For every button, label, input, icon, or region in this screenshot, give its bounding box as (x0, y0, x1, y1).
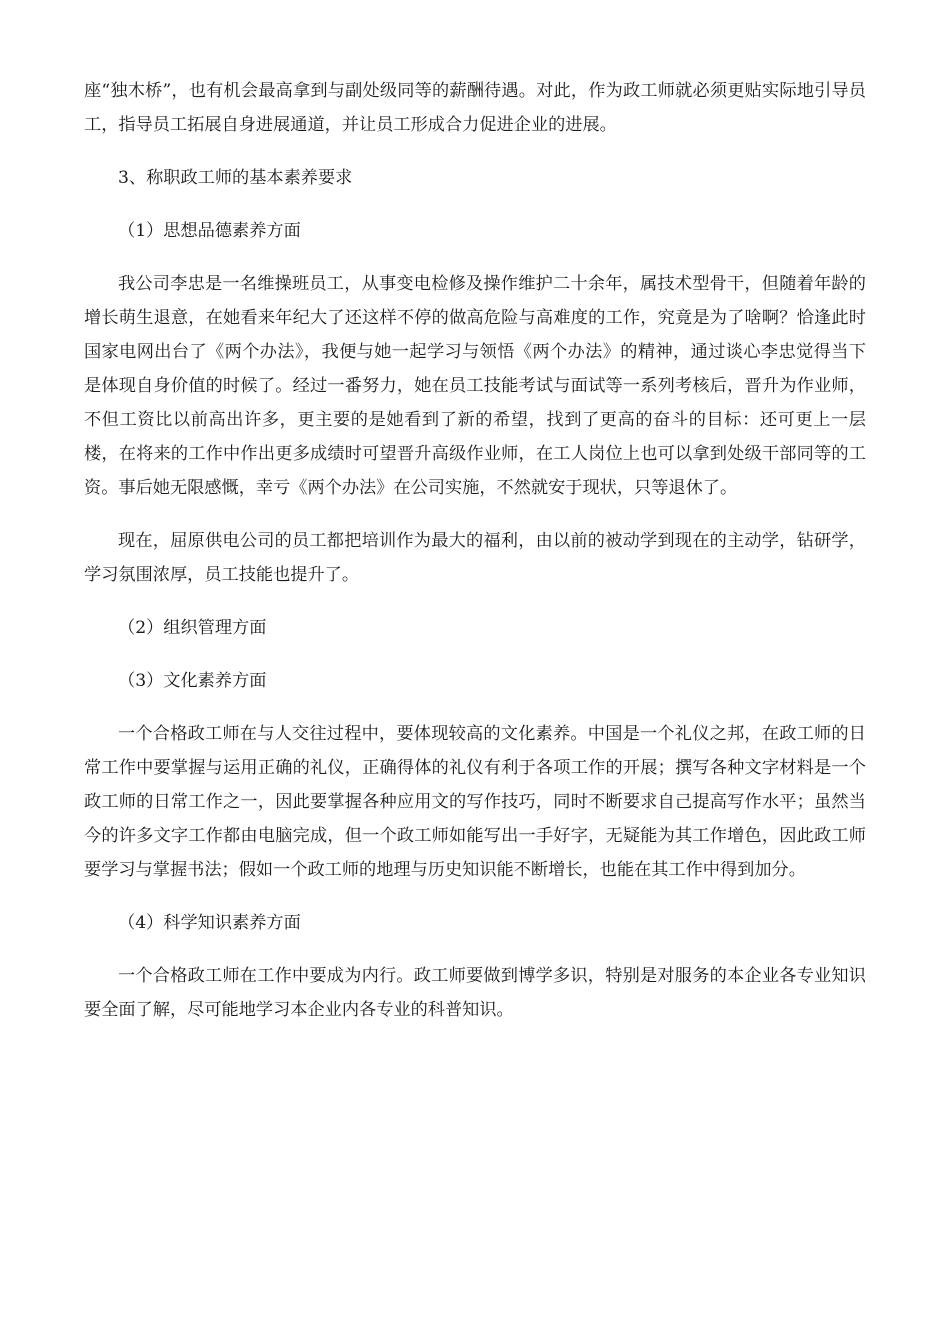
paragraph-scientific-knowledge: 一个合格政工师在工作中要成为内行。政工师要做到博学多识，特别是对服务的本企业各专业知识要全面了解，尽可能地学习本企业内各专业的科普知识。 (84, 966, 866, 1020)
section-heading-basic-qualities: 3、称职政工师的基本素养要求 (118, 168, 353, 188)
sub-heading-moral-quality: （1）思想品德素养方面 (118, 221, 301, 241)
sub-heading-cultural-quality: （3）文化素养方面 (118, 671, 267, 691)
paragraph-training-welfare: 现在，屈原供电公司的员工都把培训作为最大的福利，由以前的被动学到现在的主动学，钻研学，学习氛围浓厚，员工技能也提升了。 (84, 531, 866, 585)
paragraph-salary-channel: 座“独木桥”，也有机会最高拿到与副处级同等的薪酬待遇。对此，作为政工师就必须更贴实际地引导员工，指导员工拓展自身进展通道，并让员工形成合力促进企业的进展。 (84, 81, 866, 135)
sub-heading-organization-management: （2）组织管理方面 (118, 618, 267, 638)
paragraph-li-zhong-story: 我公司李忠是一名维操班员工，从事变电检修及操作维护二十余年，属技术型骨干，但随着年龄的增长萌生退意，在她看来年纪大了还这样不停的做高危险与高难度的工作，究竟是为了啥啊？恰逢此时国家电网出台了《两个办法》，我便与她一起学习与领悟《两个办法》的精神，通过谈心李忠觉得当下是体现自身价值的时候了。经过一番努力，她在员工技能考试与面试等一系列考核后，晋升为作业师，不但工资比以前高出许多，更主要的是她看到了新的希望，找到了更高的奋斗的目标：还可更上一层楼，在将来的工作中作出更多成绩时可望晋升高级作业师，在工人岗位上也可以拿到处级干部同等的工资。事后她无限感慨，幸亏《两个办法》在公司实施，不然就安于现状，只等退休了。 (84, 274, 866, 498)
sub-heading-scientific-knowledge: （4）科学知识素养方面 (118, 913, 301, 933)
paragraph-cultural-quality: 一个合格政工师在与人交往过程中，要体现较高的文化素养。中国是一个礼仪之邦，在政工师的日常工作中要掌握与运用正确的礼仪，正确得体的礼仪有利于各项工作的开展；撰写各种文字材料是一个政工师的日常工作之一，因此要掌握各种应用文的写作技巧，同时不断要求自己提高写作水平；虽然当今的许多文字工作都由电脑完成，但一个政工师如能写出一手好字，无疑能为其工作增色，因此政工师要学习与掌握书法；假如一个政工师的地理与历史知识能不断增长，也能在其工作中得到加分。 (84, 724, 866, 880)
